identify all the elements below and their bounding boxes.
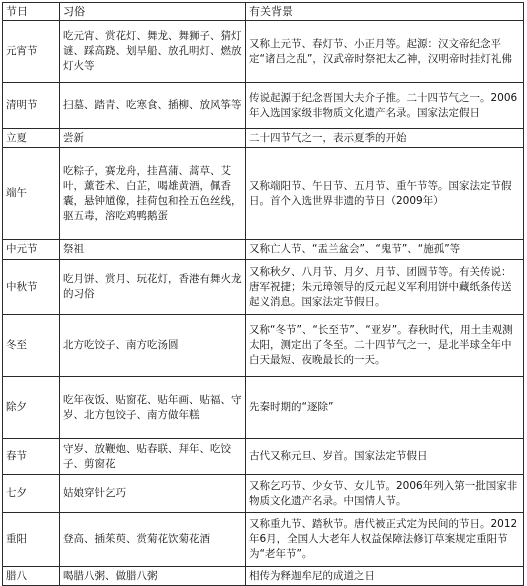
festival-name: 清明节 — [3, 83, 60, 129]
background-cell: 先秦时期的“逐除” — [246, 377, 524, 439]
background-cell: 又称上元节、春灯节、小正月等。起源：汉文帝纪念平定“诸吕之乱”，汉武帝时祭祀太乙神，汉明帝时挂灯礼佛 — [246, 21, 524, 83]
customs-cell: 喝腊八粥、做腊八粥 — [60, 567, 246, 586]
table-row — [3, 129, 524, 148]
background-cell: 二十四节气之一，表示夏季的开始 — [246, 129, 524, 148]
customs-cell: 尝新 — [60, 129, 246, 148]
festival-name: 中秋节 — [3, 260, 60, 315]
festival-name: 立夏 — [3, 129, 60, 148]
festival-name: 端午 — [3, 148, 60, 240]
table-row — [3, 240, 524, 260]
customs-cell: 吃元宵、赏花灯、舞龙、舞狮子、猜灯谜、踩高跷、划旱船、放孔明灯、燃放灯火等 — [60, 21, 246, 83]
table-row — [3, 513, 524, 567]
background-cell: 又称亡人节、“盂兰盆会”、“鬼节”、“施孤”等 — [246, 240, 524, 260]
customs-cell: 北方吃饺子、南方吃汤圆 — [60, 315, 246, 377]
table-row — [3, 148, 524, 240]
table-row — [3, 567, 524, 586]
header-background: 有关背景 — [246, 3, 524, 21]
background-cell: 相传为释迦牟尼的成道之日 — [246, 567, 524, 586]
festival-name: 春节 — [3, 439, 60, 475]
background-cell: 又称乞巧节、少女节、女儿节。2006年列入第一批国家非物质文化遗产名录。中国情人节。 — [246, 475, 524, 513]
background-cell: 又称秋夕、八月节、月夕、月节、团圆节等。有关传说：唐军祝捷；朱元璋领导的反元起义军利用饼中藏纸条传送起义消息。国家法定节假日。 — [246, 260, 524, 315]
background-cell: 古代又称元旦、岁首。国家法定节假日 — [246, 439, 524, 475]
festival-name: 中元节 — [3, 240, 60, 260]
customs-cell: 登高、插茱萸、赏菊花饮菊花酒 — [60, 513, 246, 567]
background-cell: 又称端阳节、午日节、五月节、重午节等。国家法定节假日。首个入选世界非遗的节日（2009年） — [246, 148, 524, 240]
customs-cell: 扫墓、踏青、吃寒食、插柳、放风筝等 — [60, 83, 246, 129]
festival-name: 重阳 — [3, 513, 60, 567]
customs-cell: 祭祖 — [60, 240, 246, 260]
festival-name: 元宵节 — [3, 21, 60, 83]
background-cell: 传说起源于纪念晋国大夫介子推。二十四节气之一。2006年入选国家级非物质文化遗产名录。国家法定假日 — [246, 83, 524, 129]
customs-cell: 守岁、放鞭炮、贴春联、拜年、吃饺子、剪窗花 — [60, 439, 246, 475]
background-cell: 又称重九节、踏秋节。唐代被正式定为民间的节日。2012年6月，全国人大老年人权益保障法修订草案规定重阳节为“老年节”。 — [246, 513, 524, 567]
header-customs: 习俗 — [60, 3, 246, 21]
table-row — [3, 21, 524, 83]
festival-name: 除夕 — [3, 377, 60, 439]
table-row — [3, 83, 524, 129]
header-festival: 节日 — [3, 3, 60, 21]
table-header-row — [3, 3, 524, 21]
festival-name: 七夕 — [3, 475, 60, 513]
table-row — [3, 315, 524, 377]
customs-cell: 吃月饼、赏月、玩花灯，香港有舞火龙的习俗 — [60, 260, 246, 315]
customs-cell: 吃年夜饭、贴窗花、贴年画、贴福、守岁、北方包饺子、南方做年糕 — [60, 377, 246, 439]
table-row — [3, 260, 524, 315]
customs-cell: 姑娘穿针乞巧 — [60, 475, 246, 513]
customs-cell: 吃粽子，赛龙舟，挂菖蒲、蒿草、艾叶，薰苍术、白芷，喝雄黄酒，佩香囊，悬钟馗像，挂荷包和拴五色丝线，驱五毒，溶吃鸡鸭鹅蛋 — [60, 148, 246, 240]
festival-name: 冬至 — [3, 315, 60, 377]
festival-customs-table — [2, 2, 524, 586]
table-row — [3, 439, 524, 475]
festival-name: 腊八 — [3, 567, 60, 586]
background-cell: 又称“冬节”、“长至节”、“亚岁”。春秋时代，用土圭观测太阳，测定出了冬至。二十四节气之一，是北半球全年中白天最短、夜晚最长的一天。 — [246, 315, 524, 377]
table-row — [3, 377, 524, 439]
table-row — [3, 475, 524, 513]
